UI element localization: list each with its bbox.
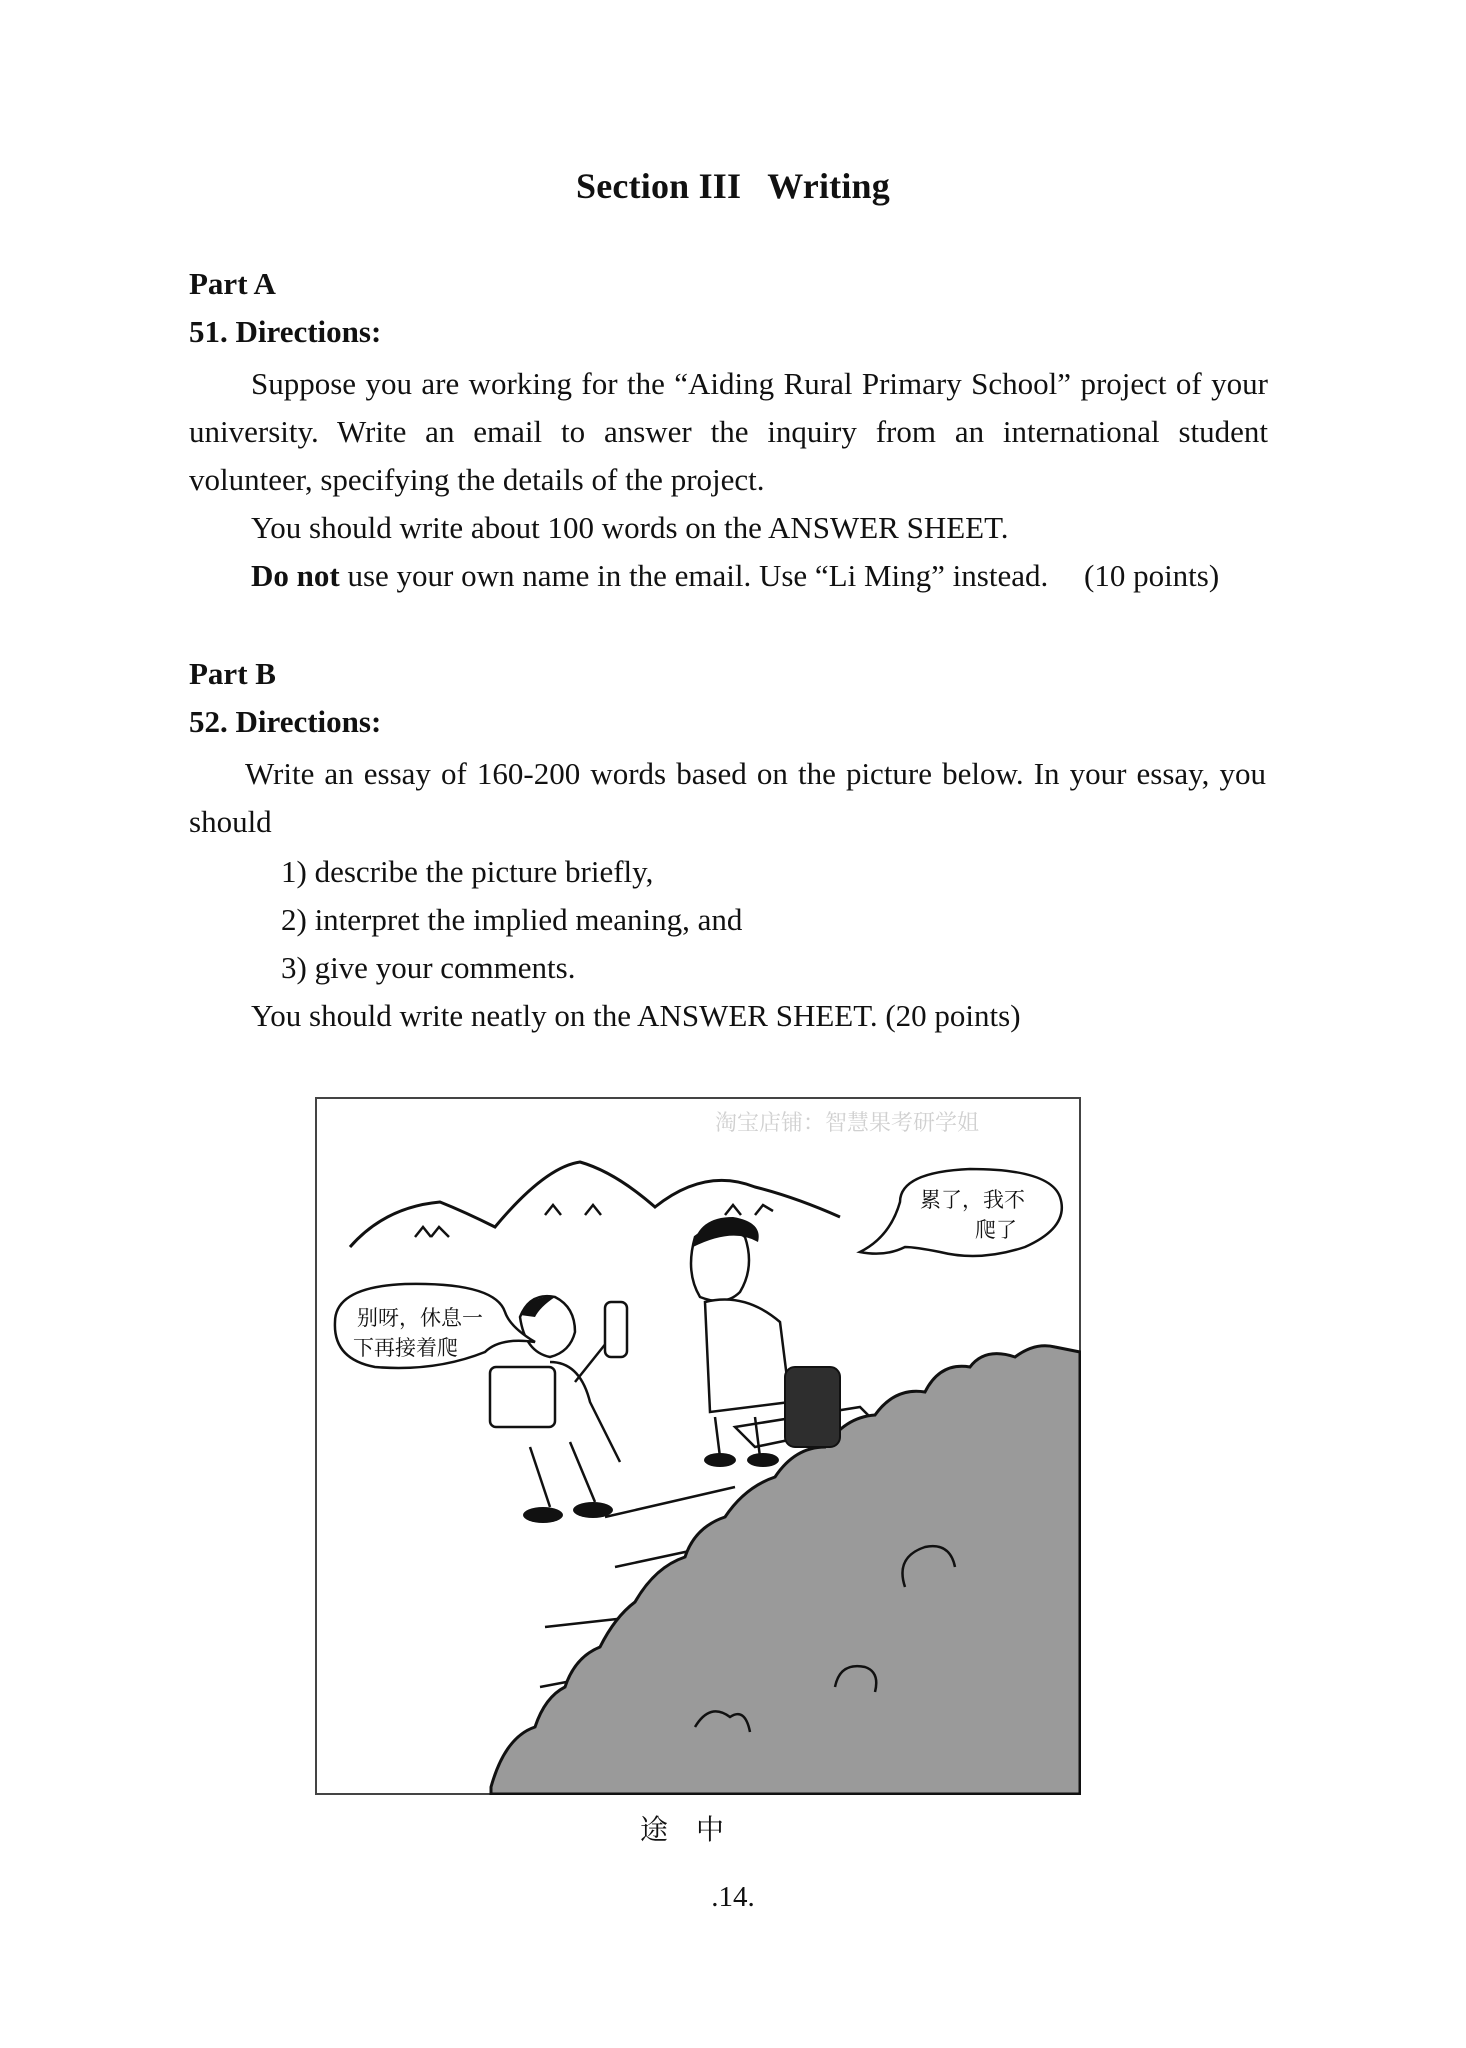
part-b-closing: You should write neatly on the ANSWER SHEET. (20 points) xyxy=(251,998,1021,1033)
part-a-para1-line2: university. Write an email to answer the inquiry from an international student xyxy=(189,414,1268,449)
part-a-para3-text: use your own name in the email. Use “Li Ming” instead. xyxy=(339,558,1049,593)
part-a-points: (10 points) xyxy=(1084,558,1220,593)
section-title-number: Section III xyxy=(576,166,742,206)
section-title-name: Writing xyxy=(767,166,890,206)
part-b-heading: Part B xyxy=(189,656,276,691)
part-b-para1-line1: Write an essay of 160-200 words based on the picture below. In your essay, you xyxy=(245,756,1266,791)
page-number: .14. xyxy=(711,1881,755,1913)
part-a-para1-line3: volunteer, specifying the details of the project. xyxy=(189,462,765,497)
right-hiker-backpack xyxy=(785,1367,840,1447)
part-b-para1-line2: should xyxy=(189,804,272,839)
cartoon-watermark: 淘宝店铺：智慧果考研学姐 xyxy=(715,1111,980,1136)
cartoon-illustration xyxy=(315,1097,1081,1795)
list-item: 3) give your comments. xyxy=(281,950,576,985)
part-a-para3 xyxy=(251,552,1048,600)
left-hiker-backpack xyxy=(490,1367,555,1427)
part-a-heading: Part A xyxy=(189,266,276,301)
list-item: 2) interpret the implied meaning, and xyxy=(281,902,743,937)
left-bubble-line2: 下再接着爬 xyxy=(353,1336,458,1360)
do-not-emphasis: Do not xyxy=(251,558,340,593)
part-a-para2: You should write about 100 words on the ANSWER SHEET. xyxy=(251,510,1009,545)
part-a-directions-label: 51. Directions: xyxy=(189,314,382,349)
section-title xyxy=(0,165,1466,207)
list-item: 1) describe the picture briefly, xyxy=(281,854,654,889)
water-bottle xyxy=(605,1302,627,1357)
right-bubble-line2: 爬了 xyxy=(975,1218,1017,1242)
part-b-directions-label: 52. Directions: xyxy=(189,704,382,739)
left-bubble-line1: 别呀，休息一 xyxy=(357,1306,483,1330)
cartoon-caption: 途中 xyxy=(640,1813,753,1846)
right-bubble-line1: 累了，我不 xyxy=(920,1188,1025,1212)
part-a-para1-line1: Suppose you are working for the “Aiding Rural Primary School” project of your xyxy=(251,366,1268,401)
